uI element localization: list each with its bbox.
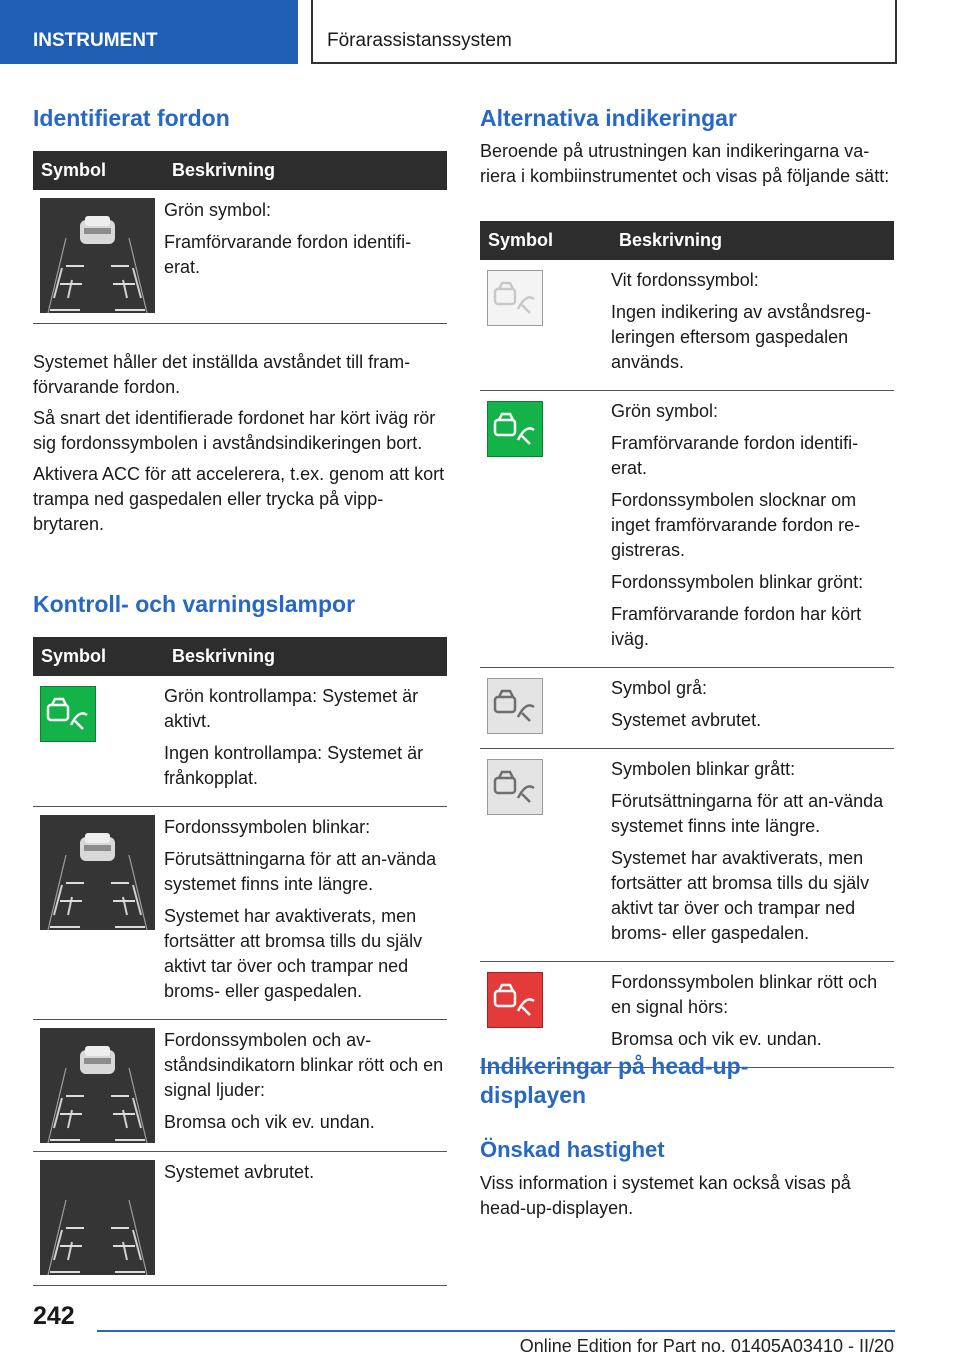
desc-line: Förutsättningarna för att an‐vända systemet finns inte längre. [164, 849, 437, 894]
alt-indications-heading: Alternativa indikeringar [480, 105, 737, 131]
desc-line: Systemet avbrutet. [611, 710, 762, 730]
system-cancelled-scene-icon [40, 1160, 155, 1275]
table-row [480, 668, 894, 749]
desired-speed-heading: Önskad hastighet [480, 1137, 665, 1162]
col-description: Beskrivning [164, 151, 447, 190]
chapter-title: Förarassistanssystem [327, 30, 512, 51]
table-row [33, 676, 447, 807]
lamps-heading: Kontroll- och varningslampor [33, 591, 356, 617]
desc-line: Vit fordonssymbol: [611, 270, 759, 290]
table-row [33, 1020, 447, 1152]
col-symbol: Symbol [33, 637, 164, 676]
identified-vehicle-scene-icon [40, 198, 155, 313]
col-description: Beskrivning [164, 637, 447, 676]
vehicle-grey-icon [487, 678, 543, 734]
vehicle-white-icon [487, 270, 543, 326]
desc-line: Förutsättningarna för att an‐vända systemet finns inte längre. [611, 791, 884, 836]
page-number: 242 [33, 1302, 75, 1330]
desc-line: Fordonssymbolen blinkar rött och en signal hörs: [611, 972, 878, 1017]
table-row [480, 749, 894, 962]
desc-line: Framförvarande fordon har kört iväg. [611, 604, 862, 649]
col-symbol: Symbol [480, 221, 611, 260]
desc-line: Grön symbol: [611, 401, 719, 421]
vehicle-red-icon [487, 972, 543, 1028]
identified-vehicle-heading: Identifierat fordon [33, 105, 230, 131]
desc-line: Bromsa och vik ev. undan. [164, 1112, 375, 1132]
vehicle-green-icon [487, 401, 543, 457]
hud-text: Viss information i systemet kan också visas på head-up-displayen. [480, 1173, 851, 1218]
desc-line: Systemet avbrutet. [164, 1162, 315, 1182]
desc-line: Framförvarande fordon identifi‐erat. [611, 433, 859, 478]
acc-indicator-green-icon [40, 686, 96, 742]
distance-indicator-scene-icon [40, 1028, 155, 1143]
desc-line: Fordonssymbolen slocknar om inget framförvarande fordon re‐gistreras. [611, 490, 861, 560]
desc-line: Fordonssymbolen och av‐ståndsindikatorn blinkar rött och en signal ljuder: [164, 1030, 444, 1100]
table-row [33, 190, 447, 324]
col-description: Beskrivning [611, 221, 894, 260]
desc-line: Ingen kontrollampa: Systemet är frånkopplat. [164, 743, 424, 788]
desc-line: Grön symbol: [164, 200, 272, 220]
identified-vehicle-table [33, 151, 447, 324]
paragraph: Så snart det identifierade fordonet har kört iväg rör sig fordonssymbolen i avståndsindikeringen bort. [33, 408, 436, 453]
lamps-table [33, 637, 447, 1286]
table-row [480, 260, 894, 391]
paragraph: Aktivera ACC för att accelerera, t.ex. genom att kort trampa ned gaspedalen eller trycka på vipp‐brytaren. [33, 464, 445, 534]
alt-intro: Beroende på utrustningen kan indikeringarna va‐riera i kombiinstrumentet och visas på följande sätt: [480, 141, 890, 186]
desc-line: Fordonssymbolen blinkar grönt: [611, 572, 864, 592]
desc-line: Symbol grå: [611, 678, 708, 698]
table-row [33, 1152, 447, 1286]
alt-indications-table [480, 221, 894, 1068]
table-row [480, 391, 894, 668]
desc-line: Ingen indikering av avståndsreg‐leringen eftersom gaspedalen används. [611, 302, 872, 372]
paragraph: Systemet håller det inställda avståndet till fram‐förvarande fordon. [33, 352, 411, 397]
desc-line: Systemet har avaktiverats, men fortsätter att bromsa tills du själv aktivt tar över och trampar ned broms- eller gaspedalen. [611, 848, 870, 943]
edition-footer: Online Edition for Part no. 01405A03410 - II/20 [519, 1336, 894, 1356]
section-title: INSTRUMENT [33, 30, 158, 51]
footer-divider [97, 1330, 895, 1332]
desc-line: Grön kontrollampa: Systemet är aktivt. [164, 686, 419, 731]
vehicle-grey-blinking-icon [487, 759, 543, 815]
table-row [33, 807, 447, 1020]
vehicle-blinking-scene-icon [40, 815, 155, 930]
section-tab [0, 0, 298, 64]
desc-line: Symbolen blinkar grått: [611, 759, 796, 779]
hud-heading: Indikeringar på head-up-displayen [480, 1053, 749, 1108]
desc-line: Bromsa och vik ev. undan. [611, 1029, 822, 1049]
desc-line: Framförvarande fordon identifi‐erat. [164, 232, 412, 277]
desc-line: Fordonssymbolen blinkar: [164, 817, 371, 837]
col-symbol: Symbol [33, 151, 164, 190]
desc-line: Systemet har avaktiverats, men fortsätter att bromsa tills du själv aktivt tar över och trampar ned broms- eller gaspedalen. [164, 906, 423, 1001]
body-text [33, 350, 447, 543]
chapter-tab [311, 0, 897, 64]
